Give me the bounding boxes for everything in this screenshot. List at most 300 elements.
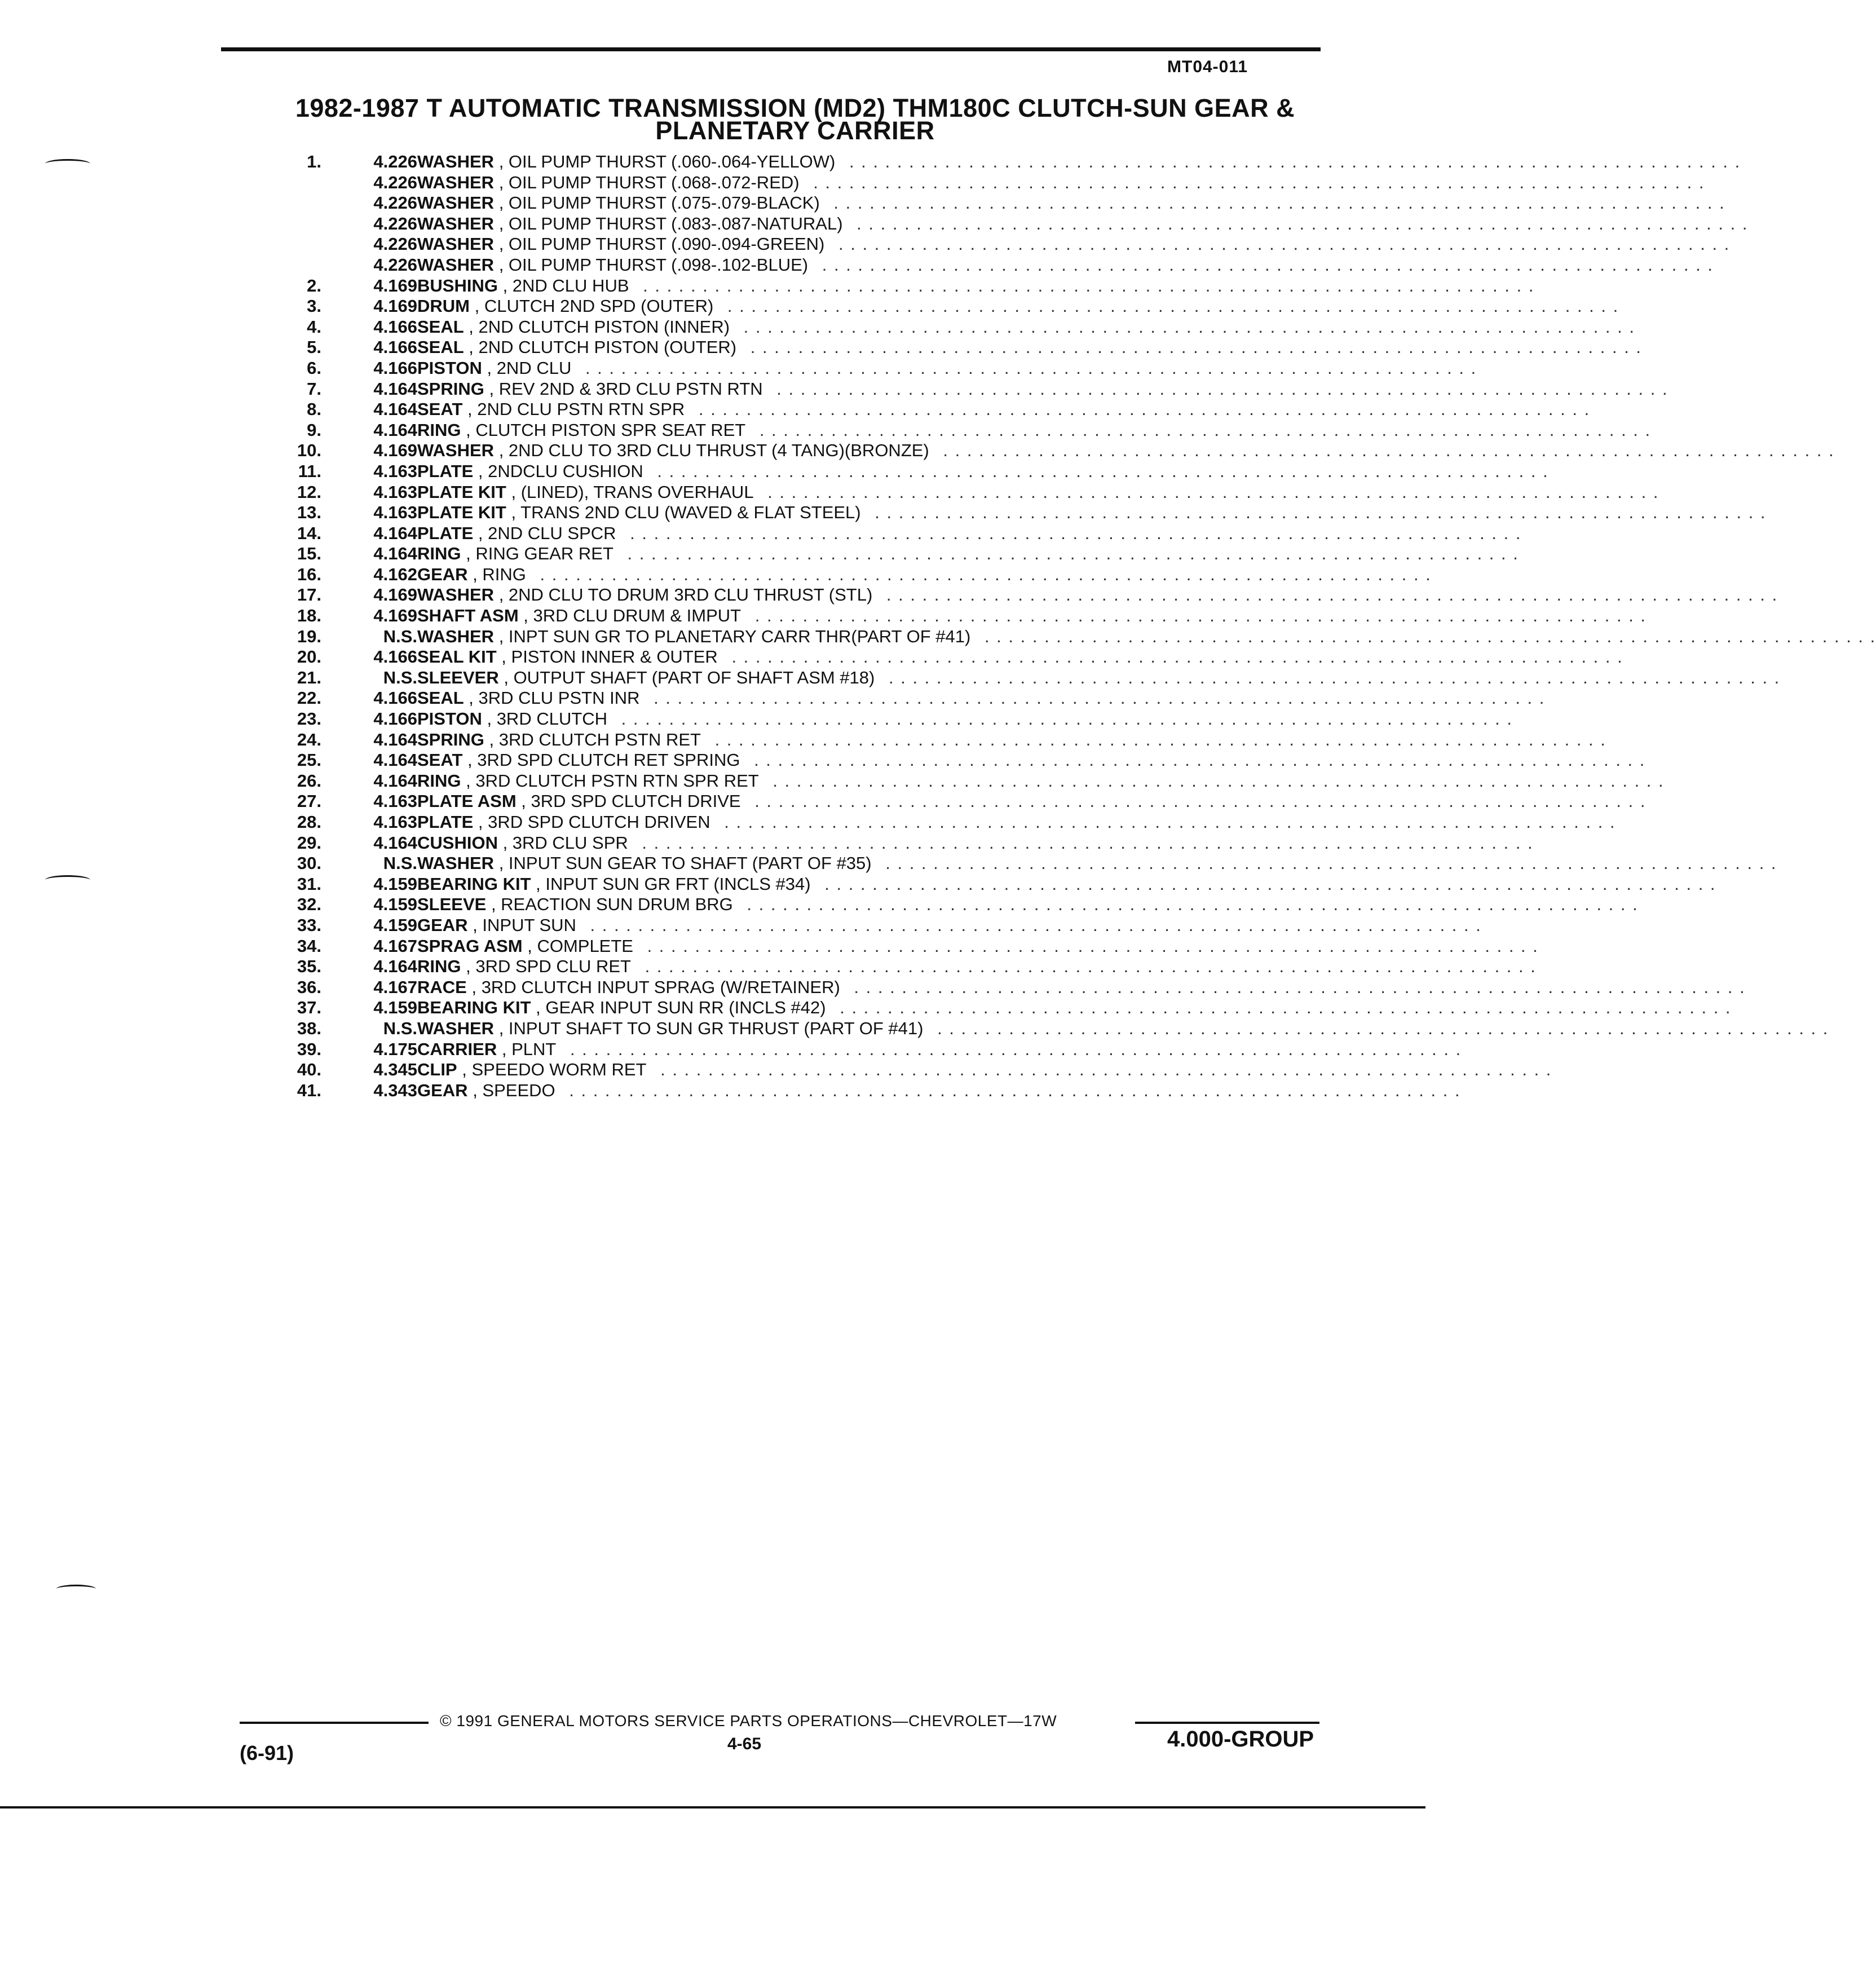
group-number: 4.175 — [373, 1039, 417, 1059]
parts-row — [265, 544, 1519, 564]
part-separator: , — [494, 626, 509, 646]
part-description — [417, 956, 1537, 977]
part-detail: INPT SUN GR TO PLANETARY CARR THR(PART OF #41) — [508, 626, 971, 646]
part-detail: 3RD CLU DRUM & IMPUT — [533, 606, 741, 626]
item-number: 37. — [297, 998, 321, 1018]
part-separator: , — [482, 709, 497, 729]
group-number: 4.169 — [373, 275, 417, 295]
parts-row — [265, 440, 1835, 461]
part-detail: 3RD CLUTCH — [496, 709, 608, 729]
group-number: N.S. — [383, 853, 417, 874]
parts-row — [265, 853, 1777, 874]
part-separator: , — [498, 667, 514, 687]
group-number: 4.164 — [373, 399, 417, 420]
parts-row — [265, 1018, 1829, 1039]
leader-dots: . . . . . . . . . . . . . . . . . . . . . . . . . . . . . . . . . . . . . . . . . . . . . . . . . . . . . . . . . . . . . . . . . . . . . . . . . . . — [635, 832, 1534, 853]
item-number: 21. — [297, 667, 321, 687]
part-detail: 2ND CLUTCH PISTON (OUTER) — [478, 337, 737, 358]
item-number: 38. — [297, 1018, 321, 1038]
leader-dots: . . . . . . . . . . . . . . . . . . . . . . . . . . . . . . . . . . . . . . . . . . . . . . . . . . . . . . . . . . . . . . . . . . . . . . . . . . . — [721, 296, 1619, 316]
item-number: 32. — [297, 894, 321, 915]
part-detail: 3RD SPD CLUTCH DRIVEN — [488, 812, 710, 832]
part-separator: , — [497, 832, 513, 853]
parts-row — [265, 275, 1535, 297]
group-number: 4.163 — [373, 482, 417, 502]
part-description — [417, 564, 1432, 585]
part-separator: , — [494, 172, 509, 192]
part-detail: OIL PUMP THURST (.060-.064-YELLOW) — [508, 152, 836, 171]
part-description — [417, 791, 1647, 811]
part-separator: , — [467, 1080, 483, 1100]
parts-row — [265, 254, 1714, 276]
part-description — [417, 626, 1876, 647]
leader-dots: . . . . . . . . . . . . . . . . . . . . . . . . . . . . . . . . . . . . . . . . . . . . . . . . . . . . . . . . . . . . . . . . . . . . . . . . . . . — [641, 936, 1539, 956]
item-number: 11. — [298, 461, 321, 481]
part-detail: OIL PUMP THURST (.098-.102-BLUE) — [508, 254, 809, 275]
item-number: 25. — [297, 750, 321, 770]
leader-dots: . . . . . . . . . . . . . . . . . . . . . . . . . . . . . . . . . . . . . . . . . . . . . . . . . . . . . . . . . . . . . . . . . . . . . . . . . . . — [749, 606, 1647, 626]
item-number: 24. — [297, 729, 321, 749]
part-description — [417, 812, 1616, 832]
part-separator: , — [494, 213, 509, 233]
binder-hole-mark — [56, 1585, 96, 1593]
leader-dots: . . . . . . . . . . . . . . . . . . . . . . . . . . . . . . . . . . . . . . . . . . . . . . . . . . . . . . . . . . . . . . . . . . . . . . . . . . . — [937, 440, 1835, 461]
leader-dots: . . . . . . . . . . . . . . . . . . . . . . . . . . . . . . . . . . . . . . . . . . . . . . . . . . . . . . . . . . . . . . . . . . . . . . . . . . . — [807, 172, 1705, 192]
part-detail: REV 2ND & 3RD CLU PSTN RTN — [498, 378, 763, 399]
part-name: CUSHION — [417, 832, 498, 853]
part-name: WASHER — [417, 440, 495, 461]
part-separator: , — [531, 874, 546, 894]
part-separator: , — [486, 894, 501, 915]
part-name: PISTON — [417, 358, 482, 378]
part-name: PLATE KIT — [417, 482, 506, 502]
leader-dots: . . . . . . . . . . . . . . . . . . . . . . . . . . . . . . . . . . . . . . . . . . . . . . . . . . . . . . . . . . . . . . . . . . . . . . . . . . . — [563, 1080, 1461, 1100]
leader-dots: . . . . . . . . . . . . . . . . . . . . . . . . . . . . . . . . . . . . . . . . . . . . . . . . . . . . . . . . . . . . . . . . . . . . . . . . . . . — [638, 956, 1537, 977]
item-number: 31. — [297, 874, 321, 894]
part-separator: , — [461, 544, 476, 564]
part-name: GEAR — [417, 564, 468, 584]
item-number: 8. — [307, 399, 321, 420]
part-name: RING — [417, 770, 461, 791]
part-detail: 3RD CLUTCH PSTN RTN SPR RET — [475, 770, 759, 791]
footer-rule-left — [240, 1722, 429, 1724]
leader-dots: . . . . . . . . . . . . . . . . . . . . . . . . . . . . . . . . . . . . . . . . . . . . . . . . . . . . . . . . . . . . . . . . . . . . . . . . . . . — [818, 874, 1716, 894]
part-description — [417, 1080, 1461, 1101]
part-separator: , — [464, 688, 479, 708]
leader-dots: . . . . . . . . . . . . . . . . . . . . . . . . . . . . . . . . . . . . . . . . . . . . . . . . . . . . . . . . . . . . . . . . . . . . . . . . . . . — [770, 378, 1668, 399]
group-number: 4.343 — [373, 1080, 417, 1100]
part-detail: COMPLETE — [537, 936, 633, 956]
item-number: 22. — [297, 688, 321, 708]
item-number: 19. — [297, 626, 321, 646]
leader-dots: . . . . . . . . . . . . . . . . . . . . . . . . . . . . . . . . . . . . . . . . . . . . . . . . . . . . . . . . . . . . . . . . . . . . . . . . . . . — [753, 420, 1652, 440]
parts-row — [265, 770, 1665, 792]
group-number: 4.164 — [373, 956, 417, 977]
part-separator: , — [473, 523, 488, 543]
leader-dots: . . . . . . . . . . . . . . . . . . . . . . . . . . . . . . . . . . . . . . . . . . . . . . . . . . . . . . . . . . . . . . . . . . . . . . . . . . . — [832, 234, 1731, 254]
item-number: 7. — [307, 378, 321, 399]
part-name: PLATE ASM — [417, 791, 517, 811]
footer-page-number: 4-65 — [727, 1735, 762, 1753]
group-number: 4.226 — [373, 172, 417, 192]
group-number: 4.163 — [373, 502, 417, 523]
leader-dots: . . . . . . . . . . . . . . . . . . . . . . . . . . . . . . . . . . . . . . . . . . . . . . . . . . . . . . . . . . . . . . . . . . . . . . . . . . . — [651, 461, 1549, 481]
part-name: WASHER — [417, 585, 495, 605]
group-number: 4.163 — [373, 812, 417, 832]
part-name: PLATE — [417, 461, 474, 481]
part-separator: , — [466, 977, 482, 997]
part-separator: , — [462, 399, 478, 420]
part-separator: , — [484, 378, 499, 399]
parts-row — [265, 791, 1647, 812]
part-description — [417, 337, 1643, 358]
parts-row — [265, 729, 1606, 751]
part-name: SPRING — [417, 729, 484, 749]
leader-dots: . . . . . . . . . . . . . . . . . . . . . . . . . . . . . . . . . . . . . . . . . . . . . . . . . . . . . . . . . . . . . . . . . . . . . . . . . . . — [978, 626, 1876, 646]
part-detail: (LINED), TRANS OVERHAUL — [520, 482, 754, 502]
leader-dots: . . . . . . . . . . . . . . . . . . . . . . . . . . . . . . . . . . . . . . . . . . . . . . . . . . . . . . . . . . . . . . . . . . . . . . . . . . . — [621, 544, 1519, 564]
part-separator: , — [516, 791, 531, 811]
part-description — [417, 502, 1767, 523]
leader-dots: . . . . . . . . . . . . . . . . . . . . . . . . . . . . . . . . . . . . . . . . . . . . . . . . . . . . . . . . . . . . . . . . . . . . . . . . . . . — [654, 1060, 1552, 1080]
part-name: WASHER — [417, 172, 495, 192]
group-number: 4.159 — [373, 915, 417, 935]
part-detail: RING — [482, 564, 526, 584]
part-description — [417, 606, 1647, 626]
item-number: 5. — [307, 337, 321, 358]
part-separator: , — [497, 275, 513, 295]
part-description — [417, 1060, 1552, 1080]
parts-row — [265, 606, 1647, 627]
group-number: 4.164 — [373, 750, 417, 770]
parts-row — [265, 1080, 1461, 1101]
leader-dots: . . . . . . . . . . . . . . . . . . . . . . . . . . . . . . . . . . . . . . . . . . . . . . . . . . . . . . . . . . . . . . . . . . . . . . . . . . . — [766, 770, 1665, 791]
part-separator: , — [494, 440, 509, 461]
part-name: SEAL — [417, 688, 464, 708]
part-description — [417, 832, 1534, 853]
leader-dots: . . . . . . . . . . . . . . . . . . . . . . . . . . . . . . . . . . . . . . . . . . . . . . . . . . . . . . . . . . . . . . . . . . . . . . . . . . . — [740, 894, 1639, 915]
part-name: WASHER — [417, 1018, 495, 1038]
part-detail: INPUT SUN GEAR TO SHAFT (PART OF #35) — [508, 853, 872, 874]
item-number: 29. — [297, 832, 321, 853]
part-separator: , — [457, 1060, 472, 1080]
part-name: PLATE — [417, 812, 474, 832]
part-description — [417, 461, 1549, 482]
part-detail: 2NDCLU CUSHION — [488, 461, 643, 481]
part-detail: PISTON INNER & OUTER — [511, 647, 718, 667]
part-name: PLATE — [417, 523, 474, 543]
group-number: 4.169 — [373, 440, 417, 461]
leader-dots: . . . . . . . . . . . . . . . . . . . . . . . . . . . . . . . . . . . . . . . . . . . . . . . . . . . . . . . . . . . . . . . . . . . . . . . . . . . — [843, 152, 1741, 171]
parts-row — [265, 378, 1668, 400]
parts-row — [265, 193, 1725, 214]
parts-row — [265, 936, 1539, 957]
part-name: WASHER — [417, 853, 495, 874]
leader-dots: . . . . . . . . . . . . . . . . . . . . . . . . . . . . . . . . . . . . . . . . . . . . . . . . . . . . . . . . . . . . . . . . . . . . . . . . . . . — [827, 193, 1725, 213]
part-detail: 3RD SPD CLU RET — [475, 956, 631, 977]
part-separator: , — [461, 956, 476, 977]
group-number: 4.226 — [373, 213, 417, 233]
leader-dots: . . . . . . . . . . . . . . . . . . . . . . . . . . . . . . . . . . . . . . . . . . . . . . . . . . . . . . . . . . . . . . . . . . . . . . . . . . . — [882, 667, 1781, 687]
part-name: SLEEVER — [417, 667, 499, 687]
part-description — [417, 729, 1606, 750]
part-detail: 2ND CLU TO 3RD CLU THRUST (4 TANG)(BRONZE) — [508, 440, 929, 461]
group-number: 4.164 — [373, 378, 417, 399]
parts-row — [265, 812, 1616, 833]
part-separator: , — [494, 585, 509, 605]
part-name: PLATE KIT — [417, 502, 506, 523]
part-name: BUSHING — [417, 275, 498, 295]
group-number: 4.166 — [373, 358, 417, 378]
part-detail: SPEEDO WORM RET — [471, 1060, 647, 1080]
group-number: 4.226 — [373, 152, 417, 171]
part-description — [417, 894, 1639, 915]
leader-dots: . . . . . . . . . . . . . . . . . . . . . . . . . . . . . . . . . . . . . . . . . . . . . . . . . . . . . . . . . . . . . . . . . . . . . . . . . . . — [615, 709, 1513, 729]
part-description — [417, 915, 1482, 936]
part-detail: TRANS 2ND CLU (WAVED & FLAT STEEL) — [520, 502, 861, 523]
part-description — [417, 1039, 1462, 1060]
part-name: WASHER — [417, 213, 495, 233]
parts-row — [265, 213, 1749, 235]
document-code: MT04-011 — [1167, 58, 1248, 76]
item-number: 30. — [297, 853, 321, 874]
part-separator: , — [494, 152, 509, 171]
part-description — [417, 977, 1746, 998]
part-detail: 2ND CLU HUB — [512, 275, 629, 295]
part-name: RING — [417, 956, 461, 977]
footer-group: 4.000-GROUP — [1167, 1727, 1314, 1752]
part-name: SLEEVE — [417, 894, 487, 915]
part-detail: PLNT — [511, 1039, 557, 1059]
item-number: 39. — [297, 1039, 321, 1059]
part-detail: 3RD SPD CLUTCH RET SPRING — [477, 750, 740, 770]
leader-dots: . . . . . . . . . . . . . . . . . . . . . . . . . . . . . . . . . . . . . . . . . . . . . . . . . . . . . . . . . . . . . . . . . . . . . . . . . . . — [725, 647, 1623, 667]
part-detail: 2ND CLUTCH PISTON (INNER) — [478, 316, 730, 337]
part-description — [417, 440, 1835, 461]
part-name: SEAL — [417, 337, 464, 358]
parts-row — [265, 998, 1732, 1018]
parts-row — [265, 152, 1741, 173]
item-number: 4. — [307, 316, 321, 337]
part-detail: SPEEDO — [482, 1080, 555, 1100]
part-separator: , — [473, 461, 488, 481]
part-detail: INPUT SHAFT TO SUN GR THRUST (PART OF #41) — [508, 1018, 924, 1038]
item-number: 1. — [307, 152, 321, 171]
part-separator: , — [496, 647, 511, 667]
part-description — [417, 936, 1539, 956]
parts-row — [265, 461, 1549, 482]
group-number: 4.167 — [373, 977, 417, 997]
part-detail: RING GEAR RET — [475, 544, 613, 564]
part-name: BEARING KIT — [417, 874, 531, 894]
part-description — [417, 420, 1652, 440]
part-separator: , — [470, 296, 484, 316]
parts-list — [265, 152, 1876, 1101]
part-separator: , — [484, 729, 499, 749]
part-detail: 3RD CLU SPR — [512, 832, 628, 853]
parts-row — [265, 894, 1639, 915]
group-number: 4.226 — [373, 193, 417, 213]
parts-row — [265, 564, 1432, 585]
part-separator: , — [494, 254, 509, 275]
leader-dots: . . . . . . . . . . . . . . . . . . . . . . . . . . . . . . . . . . . . . . . . . . . . . . . . . . . . . . . . . . . . . . . . . . . . . . . . . . . — [624, 523, 1522, 543]
part-separator: , — [506, 502, 521, 523]
part-detail: OIL PUMP THURST (.083-.087-NATURAL) — [508, 213, 843, 233]
leader-dots: . . . . . . . . . . . . . . . . . . . . . . . . . . . . . . . . . . . . . . . . . . . . . . . . . . . . . . . . . . . . . . . . . . . . . . . . . . . — [738, 316, 1635, 337]
footer-rule-right — [1135, 1722, 1319, 1724]
part-description — [417, 1018, 1829, 1039]
leader-dots: . . . . . . . . . . . . . . . . . . . . . . . . . . . . . . . . . . . . . . . . . . . . . . . . . . . . . . . . . . . . . . . . . . . . . . . . . . . — [692, 399, 1591, 420]
group-number: N.S. — [383, 1018, 417, 1038]
parts-row — [265, 750, 1646, 771]
part-detail: 3RD SPD CLUTCH DRIVE — [531, 791, 741, 811]
parts-row — [265, 420, 1652, 441]
part-description — [417, 275, 1535, 296]
group-number: 4.159 — [373, 998, 417, 1018]
part-separator: , — [494, 853, 509, 874]
group-number: 4.167 — [373, 936, 417, 956]
group-number: 4.164 — [373, 420, 417, 440]
part-separator: , — [482, 358, 497, 378]
part-detail: 3RD CLUTCH PSTN RET — [498, 729, 701, 749]
leader-dots: . . . . . . . . . . . . . . . . . . . . . . . . . . . . . . . . . . . . . . . . . . . . . . . . . . . . . . . . . . . . . . . . . . . . . . . . . . . — [847, 977, 1746, 997]
part-detail: 2ND CLU PSTN RTN SPR — [477, 399, 685, 420]
part-separator: , — [464, 337, 479, 358]
group-number: 4.164 — [373, 544, 417, 564]
parts-row — [265, 709, 1513, 730]
binder-hole-mark — [45, 159, 90, 169]
group-number: N.S. — [383, 667, 417, 687]
part-name: SHAFT ASM — [417, 606, 519, 626]
item-number: 36. — [297, 977, 321, 997]
part-separator: , — [531, 998, 546, 1018]
item-number: 3. — [307, 296, 321, 316]
part-separator: , — [467, 915, 483, 935]
parts-row — [265, 915, 1482, 936]
leader-dots: . . . . . . . . . . . . . . . . . . . . . . . . . . . . . . . . . . . . . . . . . . . . . . . . . . . . . . . . . . . . . . . . . . . . . . . . . . . — [748, 791, 1647, 811]
part-name: WASHER — [417, 193, 495, 213]
group-number: 4.226 — [373, 234, 417, 254]
leader-dots: . . . . . . . . . . . . . . . . . . . . . . . . . . . . . . . . . . . . . . . . . . . . . . . . . . . . . . . . . . . . . . . . . . . . . . . . . . . — [880, 585, 1778, 605]
part-detail: OIL PUMP THURST (.068-.072-RED) — [508, 172, 800, 192]
leader-dots: . . . . . . . . . . . . . . . . . . . . . . . . . . . . . . . . . . . . . . . . . . . . . . . . . . . . . . . . . . . . . . . . . . . . . . . . . . . — [833, 998, 1732, 1018]
part-detail: OUTPUT SHAFT (PART OF SHAFT ASM #18) — [513, 667, 875, 687]
parts-row — [265, 502, 1767, 523]
parts-row — [265, 1060, 1552, 1080]
group-number: 4.159 — [373, 894, 417, 915]
leader-dots: . . . . . . . . . . . . . . . . . . . . . . . . . . . . . . . . . . . . . . . . . . . . . . . . . . . . . . . . . . . . . . . . . . . . . . . . . . . — [868, 502, 1767, 523]
item-number: 18. — [297, 606, 321, 626]
group-number: 4.169 — [373, 606, 417, 626]
group-number: 4.166 — [373, 688, 417, 708]
part-name: CLIP — [417, 1060, 457, 1080]
part-description — [417, 213, 1749, 234]
item-number: 40. — [297, 1060, 321, 1080]
parts-row — [265, 399, 1591, 420]
part-description — [417, 482, 1659, 502]
parts-row — [265, 667, 1781, 689]
parts-row — [265, 172, 1705, 193]
leader-dots: . . . . . . . . . . . . . . . . . . . . . . . . . . . . . . . . . . . . . . . . . . . . . . . . . . . . . . . . . . . . . . . . . . . . . . . . . . . — [564, 1039, 1462, 1059]
part-detail: 2ND CLU — [496, 358, 572, 378]
item-number: 2. — [307, 275, 321, 295]
part-detail: OIL PUMP THURST (.090-.094-GREEN) — [508, 234, 825, 254]
parts-row — [265, 234, 1731, 255]
group-number: 4.164 — [373, 523, 417, 543]
parts-row — [265, 626, 1876, 647]
leader-dots: . . . . . . . . . . . . . . . . . . . . . . . . . . . . . . . . . . . . . . . . . . . . . . . . . . . . . . . . . . . . . . . . . . . . . . . . . . . — [584, 915, 1482, 935]
part-name: RACE — [417, 977, 467, 997]
part-name: SEAL — [417, 316, 464, 337]
group-number: 4.166 — [373, 647, 417, 667]
part-separator: , — [497, 1039, 512, 1059]
group-number: 4.166 — [373, 709, 417, 729]
part-description — [417, 709, 1513, 729]
part-description — [417, 544, 1519, 564]
part-name: GEAR — [417, 915, 468, 935]
parts-row — [265, 832, 1534, 854]
part-separator: , — [494, 1018, 509, 1038]
leader-dots: . . . . . . . . . . . . . . . . . . . . . . . . . . . . . . . . . . . . . . . . . . . . . . . . . . . . . . . . . . . . . . . . . . . . . . . . . . . — [579, 358, 1477, 378]
part-description — [417, 523, 1522, 544]
part-separator: , — [494, 234, 509, 254]
part-description — [417, 172, 1705, 193]
group-number: 4.159 — [373, 874, 417, 894]
leader-dots: . . . . . . . . . . . . . . . . . . . . . . . . . . . . . . . . . . . . . . . . . . . . . . . . . . . . . . . . . . . . . . . . . . . . . . . . . . . — [647, 688, 1546, 708]
leader-dots: . . . . . . . . . . . . . . . . . . . . . . . . . . . . . . . . . . . . . . . . . . . . . . . . . . . . . . . . . . . . . . . . . . . . . . . . . . . — [748, 750, 1646, 770]
part-detail: GEAR INPUT SUN RR (INCLS #42) — [545, 998, 826, 1018]
part-name: BEARING KIT — [417, 998, 531, 1018]
group-number: 4.169 — [373, 585, 417, 605]
part-name: WASHER — [417, 152, 495, 171]
group-number: 4.163 — [373, 461, 417, 481]
part-name: WASHER — [417, 234, 495, 254]
part-description — [417, 647, 1623, 667]
part-separator: , — [461, 770, 476, 791]
leader-dots: . . . . . . . . . . . . . . . . . . . . . . . . . . . . . . . . . . . . . . . . . . . . . . . . . . . . . . . . . . . . . . . . . . . . . . . . . . . — [816, 254, 1714, 275]
part-separator: , — [522, 936, 537, 956]
part-name: CARRIER — [417, 1039, 497, 1059]
leader-dots: . . . . . . . . . . . . . . . . . . . . . . . . . . . . . . . . . . . . . . . . . . . . . . . . . . . . . . . . . . . . . . . . . . . . . . . . . . . — [850, 213, 1749, 233]
group-number: 4.164 — [373, 832, 417, 853]
leader-dots: . . . . . . . . . . . . . . . . . . . . . . . . . . . . . . . . . . . . . . . . . . . . . . . . . . . . . . . . . . . . . . . . . . . . . . . . . . . — [718, 812, 1616, 832]
item-number: 10. — [297, 440, 321, 461]
item-number: 17. — [297, 585, 321, 605]
parts-row — [265, 296, 1619, 317]
parts-row — [265, 337, 1643, 358]
top-rule — [221, 47, 1321, 51]
parts-row — [265, 688, 1546, 709]
part-name: SEAT — [417, 750, 463, 770]
part-description — [417, 750, 1646, 770]
group-number: 4.163 — [373, 791, 417, 811]
part-description — [417, 998, 1732, 1018]
part-description — [417, 316, 1635, 337]
parts-row — [265, 523, 1522, 544]
part-separator: , — [462, 750, 478, 770]
leader-dots: . . . . . . . . . . . . . . . . . . . . . . . . . . . . . . . . . . . . . . . . . . . . . . . . . . . . . . . . . . . . . . . . . . . . . . . . . . . — [879, 853, 1777, 874]
footer-date: (6-91) — [240, 1741, 294, 1765]
page-title — [248, 94, 1342, 145]
parts-row — [265, 358, 1477, 379]
part-description — [417, 234, 1731, 254]
part-separator: , — [494, 193, 509, 213]
title-line-1: 1982-1987 T AUTOMATIC TRANSMISSION (MD2) THM180C CLUTCH-SUN GEAR & — [295, 94, 1295, 122]
title-line-2: PLANETARY CARRIER — [655, 116, 935, 145]
part-description — [417, 688, 1546, 708]
part-name: SPRAG ASM — [417, 936, 523, 956]
item-number: 12. — [297, 482, 321, 502]
